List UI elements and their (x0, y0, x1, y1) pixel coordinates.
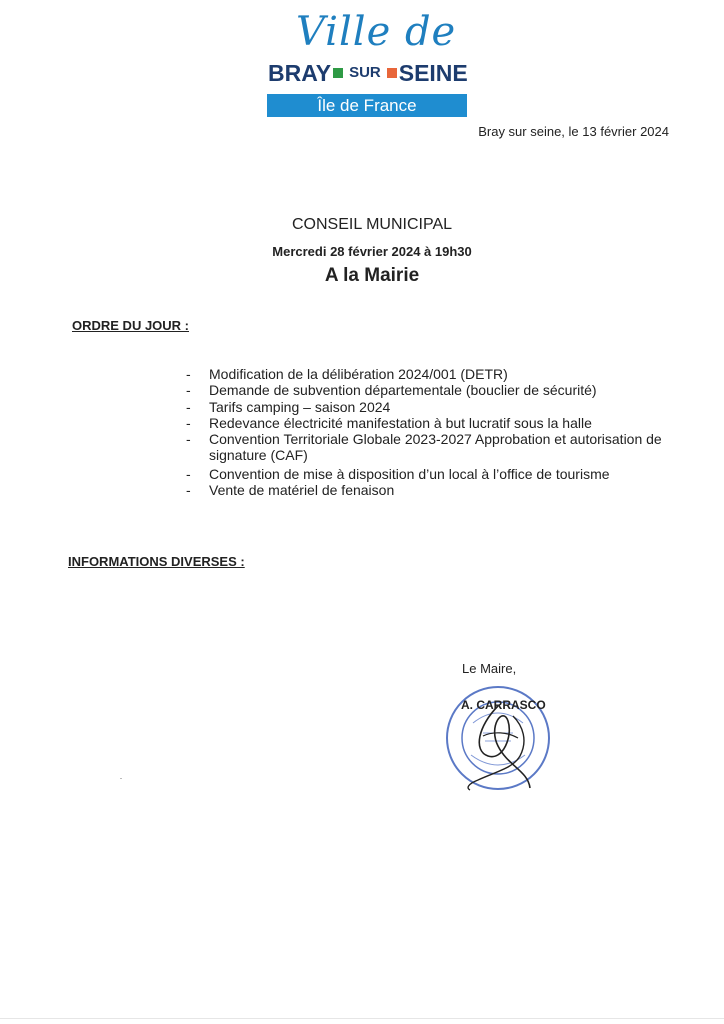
scan-speck (120, 778, 122, 779)
bullet-dash: - (186, 482, 191, 499)
agenda-item (186, 366, 676, 382)
orange-square-icon (387, 68, 397, 78)
agenda-item-text: Modification de la délibération 2024/001 (DETR) (209, 366, 508, 382)
bullet-dash: - (186, 382, 191, 399)
agenda-list (186, 366, 676, 498)
agenda-item (186, 382, 676, 398)
bullet-dash: - (186, 366, 191, 382)
agenda-item (186, 466, 676, 482)
agenda-item-text: Convention Territoriale Globale 2023-2027 Approbation et autorisation de signature (CAF) (209, 431, 662, 464)
meeting-title: CONSEIL MUNICIPAL (291, 216, 453, 233)
handwritten-signature-icon (458, 696, 548, 796)
agenda-heading: ORDRE DU JOUR : (72, 318, 190, 333)
bullet-dash: - (186, 398, 191, 415)
agenda-item-text: Convention de mise à disposition d’un local à l’office de tourisme (209, 465, 610, 482)
logo-region-band: Île de France (267, 94, 467, 117)
agenda-item-text: Redevance électricité manifestation à but lucratif sous la halle (209, 414, 592, 431)
bullet-dash: - (186, 414, 191, 431)
agenda-item (186, 431, 676, 464)
agenda-item-text: Demande de subvention départementale (bouclier de sécurité) (209, 382, 597, 399)
agenda-item-text: Tarifs camping – saison 2024 (209, 398, 391, 415)
logo-name-right: SEINE (398, 60, 468, 86)
logo-script: Ville de (296, 9, 457, 55)
signer-name: A. CARRASCO (461, 698, 546, 712)
bullet-dash: - (186, 465, 191, 482)
logo-name-mid: SUR (349, 64, 381, 81)
meeting-datetime: Mercredi 28 février 2024 à 19h30 (272, 244, 472, 259)
info-heading: INFORMATIONS DIVERSES : (68, 554, 245, 569)
agenda-item (186, 482, 676, 498)
logo-name-left: BRAY (268, 60, 332, 86)
meeting-location: A la Mairie (324, 265, 420, 286)
logo-wordmark (268, 59, 468, 87)
letter-date: Bray sur seine, le 13 février 2024 (478, 124, 669, 139)
bullet-dash: - (186, 431, 191, 448)
scan-edge (0, 1018, 724, 1019)
mayor-label: Le Maire, (462, 661, 517, 676)
agenda-item (186, 415, 676, 431)
agenda-item-text: Vente de matériel de fenaison (209, 482, 395, 499)
green-square-icon (333, 68, 343, 78)
agenda-item (186, 399, 676, 415)
